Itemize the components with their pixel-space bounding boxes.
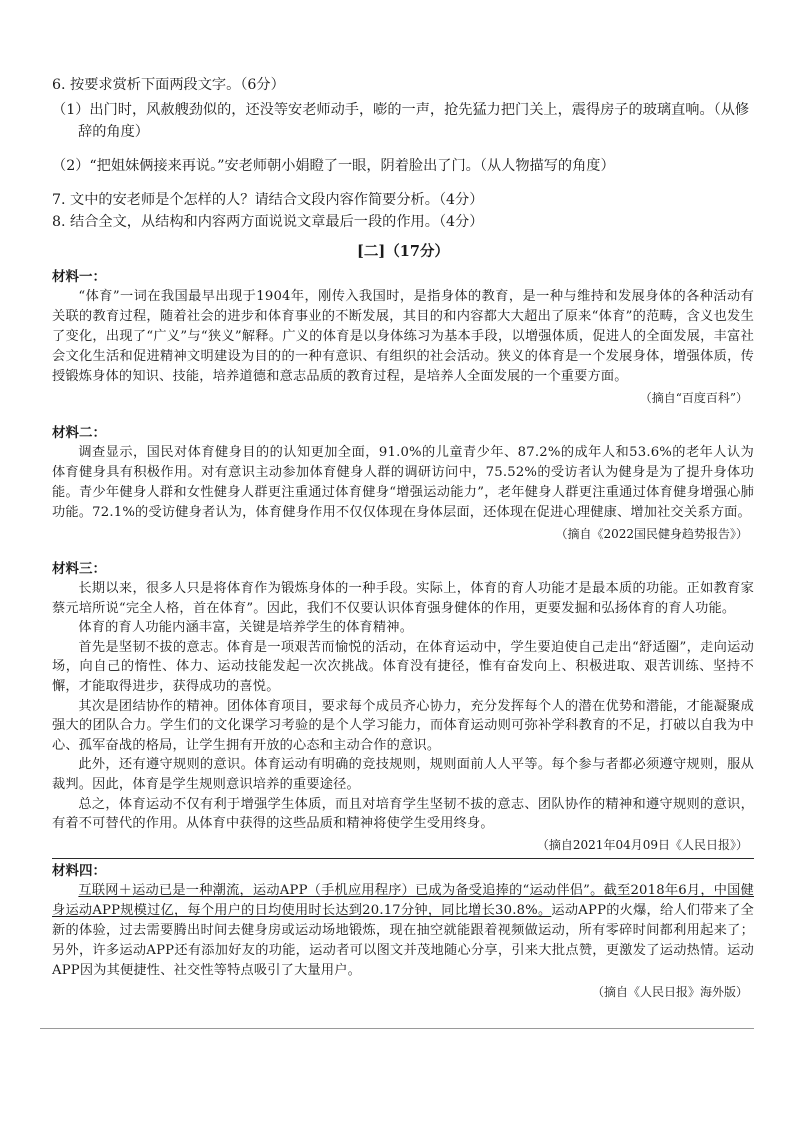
material-1-text: “体育”一词在我国最早出现于1904年，刚传入我国时，是指身体的教育，是一种与维持和发展身体的各种活动有关联的教育过程，随着社会的进步和体育事业的不断发展，其目的和内容都大大超出了原来“体育”的范畴，含义也发生了变化，出现了“广义”与“狭义”解释。广义的体育是以身体练习为基本手段，以增强体质，促进人的全面发展，丰富社会文化生活和促进精神文明建设为目的的一种有意识、有组织的社会活动。狭义的体育是一个发展身体，增强体质，传授锻炼身体的知识、技能，培养道德和意志品质的教育过程，是培养人全面发展的一个重要方面。 [52,289,754,384]
material-1 [52,267,754,407]
material-3-label: 材料三： [52,561,106,577]
material-3-paragraph-2: 体育的育人功能内涵丰富，关键是培养学生的体育精神。 [78,620,414,636]
material-1-label: 材料一： [52,269,106,285]
section-title: [二]（17分） [357,243,449,260]
material-4 [52,858,754,1001]
material-2-label: 材料二： [52,425,106,441]
material-4-text-c: 运动APP的火爆，给人们带来了全新的体验，过去需要腾出时间去健身房或运动场地锻炼，现在抽空就能跟着视频做运动，所有零碎时间都利用起来了；另外，许多运动APP还有添加好友的功能，运动者可以图文并茂地随心分享，引来大批点赞，更激发了运动热情。运动APP因为其便捷性、社交性等特点吸引了大量用户。 [52,902,754,978]
page-bottom-rule [40,1028,754,1029]
material-4-source: （摘自《人民日报》海外版） [591,984,748,999]
material-2-source: （摘自《2022国民健身趋势报告》） [555,527,748,541]
question-6-title: 6. 按要求赏析下面两段文字。（6分） [52,77,285,93]
material-3-source: （摘自2021年04月09日《人民日报》） [536,837,748,852]
question-7: 7. 文中的安老师是个怎样的人？请结合文段内容作简要分析。（4分） [52,192,484,208]
question-6-item-1: （1）出门时，风赦艘劲似的，还没等安老师动手，嘭的一声，抢先猛力把门关上，震得房子的玻璃直响。（从修辞的角度） [52,102,750,140]
material-4-text-b: 截至2018年6月，中国健身运动APP规模过亿，每个用户的日均使用时长达到20.17分钟，同比增长30.8%。 [52,882,754,918]
material-2-text: 调查显示，国民对体育健身目的的认知更加全面，91.0%的儿童青少年、87.2%的成年人和53.6%的老年人认为体育健身具有积极作用。对有意识主动参加体育健身人群的调研访问中，75.52%的受访者认为健身是为了提升身体功能。青少年健身人群和女性健身人群更注重通过体育健身“增强运动能力”，老年健身人群更注重通过体育健身增强心肺功能。72.1%的受访健身者认为，体育健身作用不仅仅体现在身体层面，还体现在促进心理健康、增加社交关系方面。 [52,445,754,520]
material-2 [52,423,754,543]
material-4-text-a: 互联网＋运动已是一种潮流，运动APP（手机应用程序）已成为备受追捧的“运动伴侣”。 [78,882,604,898]
material-3-paragraph-4: 其次是团结协作的精神。团体体育项目，要求每个成员齐心协力，充分发挥每个人的潜在优势和潜能，才能凝聚成强大的团队合力。学生们的文化课学习考验的是个人学习能力，而体育运动则可弥补学科教育的不足，打破以自我为中心、孤军奋战的格局，让学生拥有开放的心态和主动合作的意识。 [52,698,754,753]
question-8: 8. 结合全文，从结构和内容两方面说说文章最后一段的作用。（4分） [52,214,484,230]
material-4-label: 材料四： [52,862,106,879]
material-4-text [52,881,754,981]
material-1-source: （摘自“百度百科”） [639,391,748,405]
material-3-paragraph-5: 此外，还有遵守规则的意识。体育运动有明确的竞技规则，规则面前人人平等。每个参与者都必须遵守规则，服从裁判。因此，体育是学生规则意识培养的重要途径。 [52,757,754,792]
material-3 [52,559,754,854]
question-6-item-2: （2）“把姐妹俩接来再说。”安老师朝小娟瞪了一眼，阴着脸出了门。（从人物描写的角度） [52,158,615,174]
material-3-paragraph-1: 长期以来，很多人只是将体育作为锻炼身体的一种手段。实际上，体育的育人功能才是最本质的功能。正如教育家蔡元培所说“完全人格，首在体育”。因此，我们不仅要认识体育强身健体的作用，更要发掘和弘扬体育的育人功能。 [52,581,754,616]
material-3-paragraph-3: 首先是坚韧不拔的意志。体育是一项艰苦而愉悦的活动，在体育运动中，学生要迫使自己走出“舒适圈”，走向运动场，向自己的惰性、体力、运动技能发起一次次挑战。体育没有捷径，惟有奋发向上、积极进取、艰苦训练、坚持不懈，才能取得进步，获得成功的喜悦。 [52,639,754,694]
material-3-paragraph-6: 总之，体育运动不仅有利于增强学生体质，而且对培育学生坚韧不拔的意志、团队协作的精神和遵守规则的意识，有着不可替代的作用。从体育中获得的这些品质和精神将使学生受用终身。 [52,796,754,832]
